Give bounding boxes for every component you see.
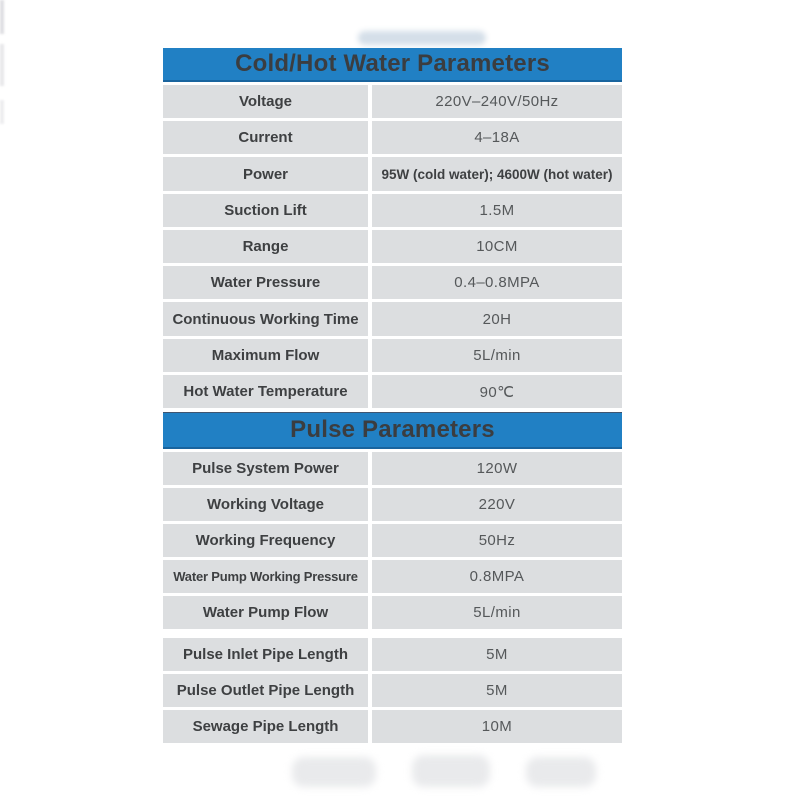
param-label: Working Voltage	[163, 488, 368, 521]
param-label: Water Pressure	[163, 266, 368, 299]
param-label: Voltage	[163, 85, 368, 118]
param-label: Hot Water Temperature	[163, 375, 368, 408]
param-value: 10M	[372, 710, 622, 743]
param-value: 120W	[372, 452, 622, 485]
table-row-current	[163, 121, 622, 154]
table-row-range	[163, 230, 622, 263]
param-value: 220V–240V/50Hz	[372, 85, 622, 118]
table-row-pulse-system-power	[163, 452, 622, 485]
section-header-pulse	[163, 412, 622, 449]
param-value: 90℃	[372, 375, 622, 408]
param-value: 0.8MPA	[372, 560, 622, 593]
table-row-maximum-flow	[163, 339, 622, 372]
table-row-water-pump-working-pressure	[163, 560, 622, 593]
table-row-voltage	[163, 85, 622, 118]
param-label: Water Pump Flow	[163, 596, 368, 629]
param-value: 50Hz	[372, 524, 622, 557]
param-value: 95W (cold water); 4600W (hot water)	[372, 157, 622, 191]
table-row-hot-water-temperature	[163, 375, 622, 408]
table-row-working-voltage	[163, 488, 622, 521]
param-value: 5M	[372, 674, 622, 707]
param-label: Sewage Pipe Length	[163, 710, 368, 743]
param-value: 4–18A	[372, 121, 622, 154]
param-label: Pulse Outlet Pipe Length	[163, 674, 368, 707]
left-edge-artifact	[0, 0, 4, 34]
table-row-working-frequency	[163, 524, 622, 557]
param-value: 5L/min	[372, 339, 622, 372]
section-pulse	[163, 412, 622, 743]
param-label: Working Frequency	[163, 524, 368, 557]
param-label: Pulse System Power	[163, 452, 368, 485]
param-label: Power	[163, 157, 368, 191]
section-cold-hot-water	[163, 48, 622, 408]
bottom-smudge-artifact	[412, 755, 490, 787]
section-header-cold-hot-water	[163, 48, 622, 82]
param-value: 10CM	[372, 230, 622, 263]
param-value: 220V	[372, 488, 622, 521]
section-title: Pulse Parameters	[290, 416, 495, 443]
table-row-power	[163, 157, 622, 191]
bottom-smudge-artifact	[292, 757, 376, 787]
param-label: Pulse Inlet Pipe Length	[163, 638, 368, 671]
photo-smudge-artifact	[358, 31, 486, 45]
param-value: 0.4–0.8MPA	[372, 266, 622, 299]
bottom-smudge-artifact	[526, 757, 596, 787]
param-value: 20H	[372, 302, 622, 336]
table-row-pulse-outlet-pipe-length	[163, 674, 622, 707]
table-row-continuous-working-time	[163, 302, 622, 336]
param-value: 1.5M	[372, 194, 622, 227]
param-label: Range	[163, 230, 368, 263]
table-row-sewage-pipe-length	[163, 710, 622, 743]
spec-table	[163, 48, 622, 743]
param-value: 5L/min	[372, 596, 622, 629]
param-label: Current	[163, 121, 368, 154]
table-row-pulse-inlet-pipe-length	[163, 638, 622, 671]
param-label: Continuous Working Time	[163, 302, 368, 336]
left-edge-artifact	[0, 100, 4, 124]
param-label: Suction Lift	[163, 194, 368, 227]
table-row-suction-lift	[163, 194, 622, 227]
param-label: Water Pump Working Pressure	[163, 560, 368, 593]
left-edge-artifact	[0, 44, 4, 86]
table-row-water-pump-flow	[163, 596, 622, 629]
param-value: 5M	[372, 638, 622, 671]
table-row-water-pressure	[163, 266, 622, 299]
param-label: Maximum Flow	[163, 339, 368, 372]
section-title: Cold/Hot Water Parameters	[235, 50, 550, 77]
